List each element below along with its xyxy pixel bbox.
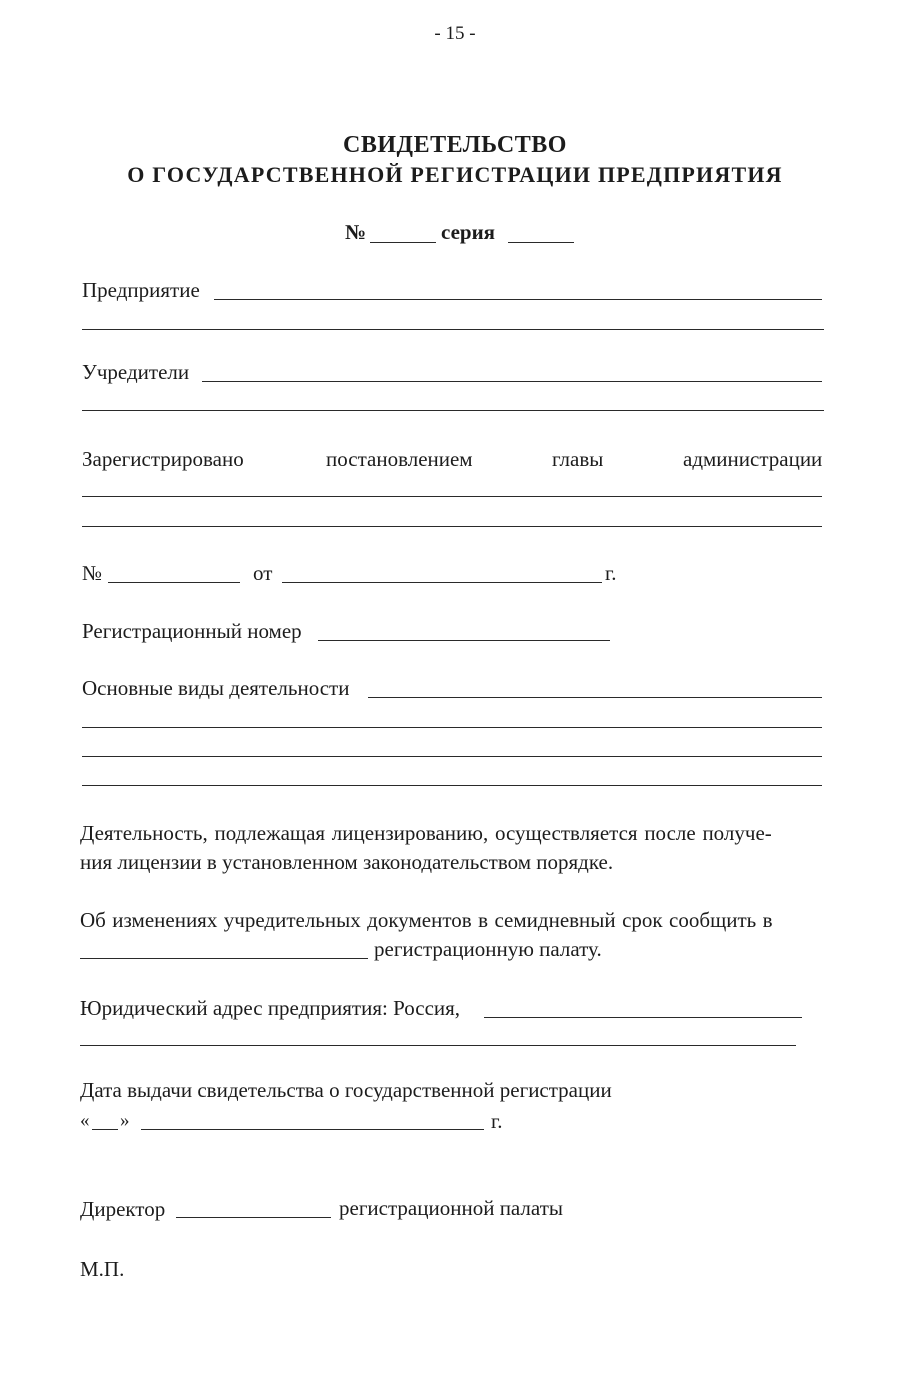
document-subtitle: О ГОСУДАРСТВЕННОЙ РЕГИСТРАЦИИ ПРЕДПРИЯТИЯ — [127, 162, 783, 187]
resolution-number-blank[interactable] — [108, 582, 240, 583]
registered-word-2: постановлением — [326, 447, 473, 471]
enterprise-label: Предприятие — [82, 278, 200, 302]
issue-date-close-quote: » — [120, 1110, 130, 1131]
director-suffix: регистрационной палаты — [339, 1196, 563, 1220]
activities-blank-3[interactable] — [82, 756, 822, 757]
certificate-number-label: № — [345, 220, 367, 244]
activities-label: Основные виды деятельности — [82, 676, 350, 700]
registered-blank-2[interactable] — [82, 526, 822, 527]
activities-blank-1[interactable] — [368, 697, 822, 698]
changes-note-line-1: Об изменениях учредительных документов в семидневный срок сообщить в — [80, 908, 773, 932]
stamp-place: М.П. — [80, 1257, 125, 1281]
registered-word-1: Зарегистрировано — [82, 447, 244, 471]
license-note-line-2: ния лицензии в установленном законодательством порядке. — [80, 850, 614, 874]
license-note-line-1: Деятельность, подлежащая лицензированию, осуществляется после получе- — [80, 821, 772, 845]
issue-date-label: Дата выдачи свидетельства о государственной регистрации — [80, 1078, 612, 1102]
activities-blank-2[interactable] — [82, 727, 822, 728]
reg-number-blank[interactable] — [318, 640, 610, 641]
registered-word-3: главы — [552, 447, 604, 471]
page-number: - 15 - — [434, 23, 476, 44]
issue-month-blank[interactable] — [141, 1129, 484, 1130]
issue-date-open-quote: « — [80, 1110, 90, 1131]
changes-note-line-2: регистрационную палату. — [374, 937, 602, 961]
issue-year-suffix: г. — [491, 1109, 503, 1133]
director-name-blank[interactable] — [176, 1217, 331, 1218]
resolution-date-label: от — [253, 561, 273, 585]
certificate-series-label: серия — [441, 220, 496, 244]
enterprise-blank-2[interactable] — [82, 329, 824, 330]
chamber-name-blank[interactable] — [80, 958, 368, 959]
registered-word-4: администрации — [683, 447, 823, 471]
enterprise-blank[interactable] — [214, 299, 822, 300]
activities-blank-4[interactable] — [82, 785, 822, 786]
resolution-year-suffix: г. — [605, 561, 617, 585]
address-blank-1[interactable] — [484, 1017, 802, 1018]
registered-blank-1[interactable] — [82, 496, 822, 497]
founders-label: Учредители — [82, 360, 190, 384]
reg-number-label: Регистрационный номер — [82, 619, 302, 643]
founders-blank-2[interactable] — [82, 410, 824, 411]
director-label: Директор — [80, 1197, 166, 1221]
issue-day-blank[interactable] — [92, 1129, 118, 1130]
resolution-number-label: № — [82, 561, 103, 585]
document-title: СВИДЕТЕЛЬСТВО — [343, 132, 567, 158]
resolution-date-blank[interactable] — [282, 582, 602, 583]
address-label: Юридический адрес предприятия: Россия, — [80, 996, 461, 1020]
founders-blank[interactable] — [202, 381, 822, 382]
certificate-number-blank[interactable] — [370, 242, 436, 243]
certificate-series-blank[interactable] — [508, 242, 574, 243]
address-blank-2[interactable] — [80, 1045, 796, 1046]
